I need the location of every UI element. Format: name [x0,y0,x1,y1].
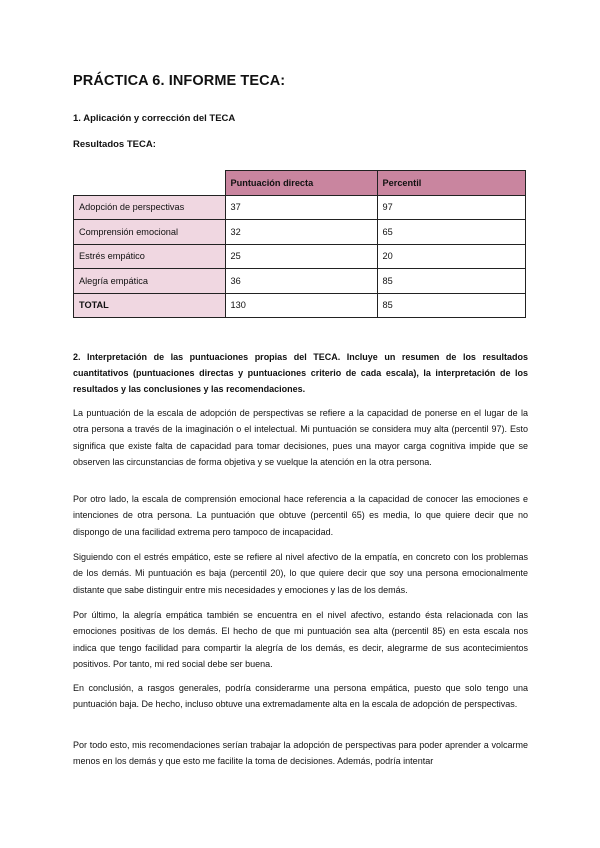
section2-heading: 2. Interpretación de las puntuaciones propias del TECA. Incluye un resumen de los resultados cuantitativos (puntuaciones directas y puntuaciones criterio de cada escala), la interpretación de los resultados y las conclusiones y las recomendaciones. [73,352,528,394]
paragraph-empathic-joy: Por último, la alegría empática también se encuentra en el nivel afectivo, estando ésta relacionada con las emociones positivas de los demás. El hecho de que mi puntuación sea alta (percentil 85) en esta escala nos indica que tengo facilidad para compartir la alegría de los demás, es decir, alegrarme de sus acontecimientos positivos. Por tanto, mi red social debe ser buena. [73,610,528,669]
section1-heading: 1. Aplicación y corrección del TECA [73,113,236,124]
percentile-cell: 85 [377,269,525,294]
teca-results-table [73,170,526,318]
paragraph-recommendations: Por todo esto, mis recomendaciones serían trabajar la adopción de perspectivas para poder aprender a volcarme menos en los demás y que esto me facilite la toma de decisiones. Además, podría intentar [73,740,528,767]
table-corner-cell [74,171,226,196]
percentile-cell: 85 [377,293,525,318]
table-row [74,244,526,269]
table-row [74,220,526,245]
direct-score-cell: 130 [225,293,377,318]
page-title: PRÁCTICA 6. INFORME TECA: [73,73,286,89]
row-label: Alegría empática [74,269,226,294]
paragraph-perspective-taking: La puntuación de la escala de adopción de perspectivas se refiere a la capacidad de ponerse en el lugar de la otra persona a través de la imaginación o el intelectual. Mi puntuación se considera muy alta (percentil 97). Esto significa que existe falta de capacidad para tomar decisiones, pues una mayor carga cognitiva impide que se observen las circunstancias de forma objetiva y se vuelque la atención en la otra persona. [73,408,528,467]
direct-score-cell: 36 [225,269,377,294]
row-label-total: TOTAL [74,293,226,318]
percentile-cell: 65 [377,220,525,245]
direct-score-cell: 37 [225,195,377,220]
paragraph-emotional-understanding: Por otro lado, la escala de comprensión emocional hace referencia a la capacidad de conocer las emociones e intenciones de otra persona. La puntuación que obtuve (percentil 65) es media, lo que quiere decir que no dispongo de una facilidad extrema pero tampoco de incapacidad. [73,494,528,537]
row-label: Comprensión emocional [74,220,226,245]
table-row [74,195,526,220]
results-label: Resultados TECA: [73,139,156,150]
header-direct-score: Puntuación directa [225,171,377,196]
percentile-cell: 20 [377,244,525,269]
table-header-row [74,171,526,196]
header-percentile: Percentil [377,171,525,196]
paragraph-empathic-stress: Siguiendo con el estrés empático, este se refiere al nivel afectivo de la empatía, en concreto con los problemas de los demás. Mi puntuación es baja (percentil 20), lo que quiere decir que soy una persona emocionalmente distante que sabe distinguir entre mis necesidades y emociones y las de los demás. [73,552,528,595]
paragraph-conclusion: En conclusión, a rasgos generales, podría considerarme una persona empática, puesto que solo tengo una puntuación baja. De hecho, incluso obtuve una extremadamente alta en la escala de adopción de perspectivas. [73,683,528,710]
row-label: Estrés empático [74,244,226,269]
table-row-total [74,293,526,318]
percentile-cell: 97 [377,195,525,220]
direct-score-cell: 32 [225,220,377,245]
direct-score-cell: 25 [225,244,377,269]
row-label: Adopción de perspectivas [74,195,226,220]
table-row [74,269,526,294]
